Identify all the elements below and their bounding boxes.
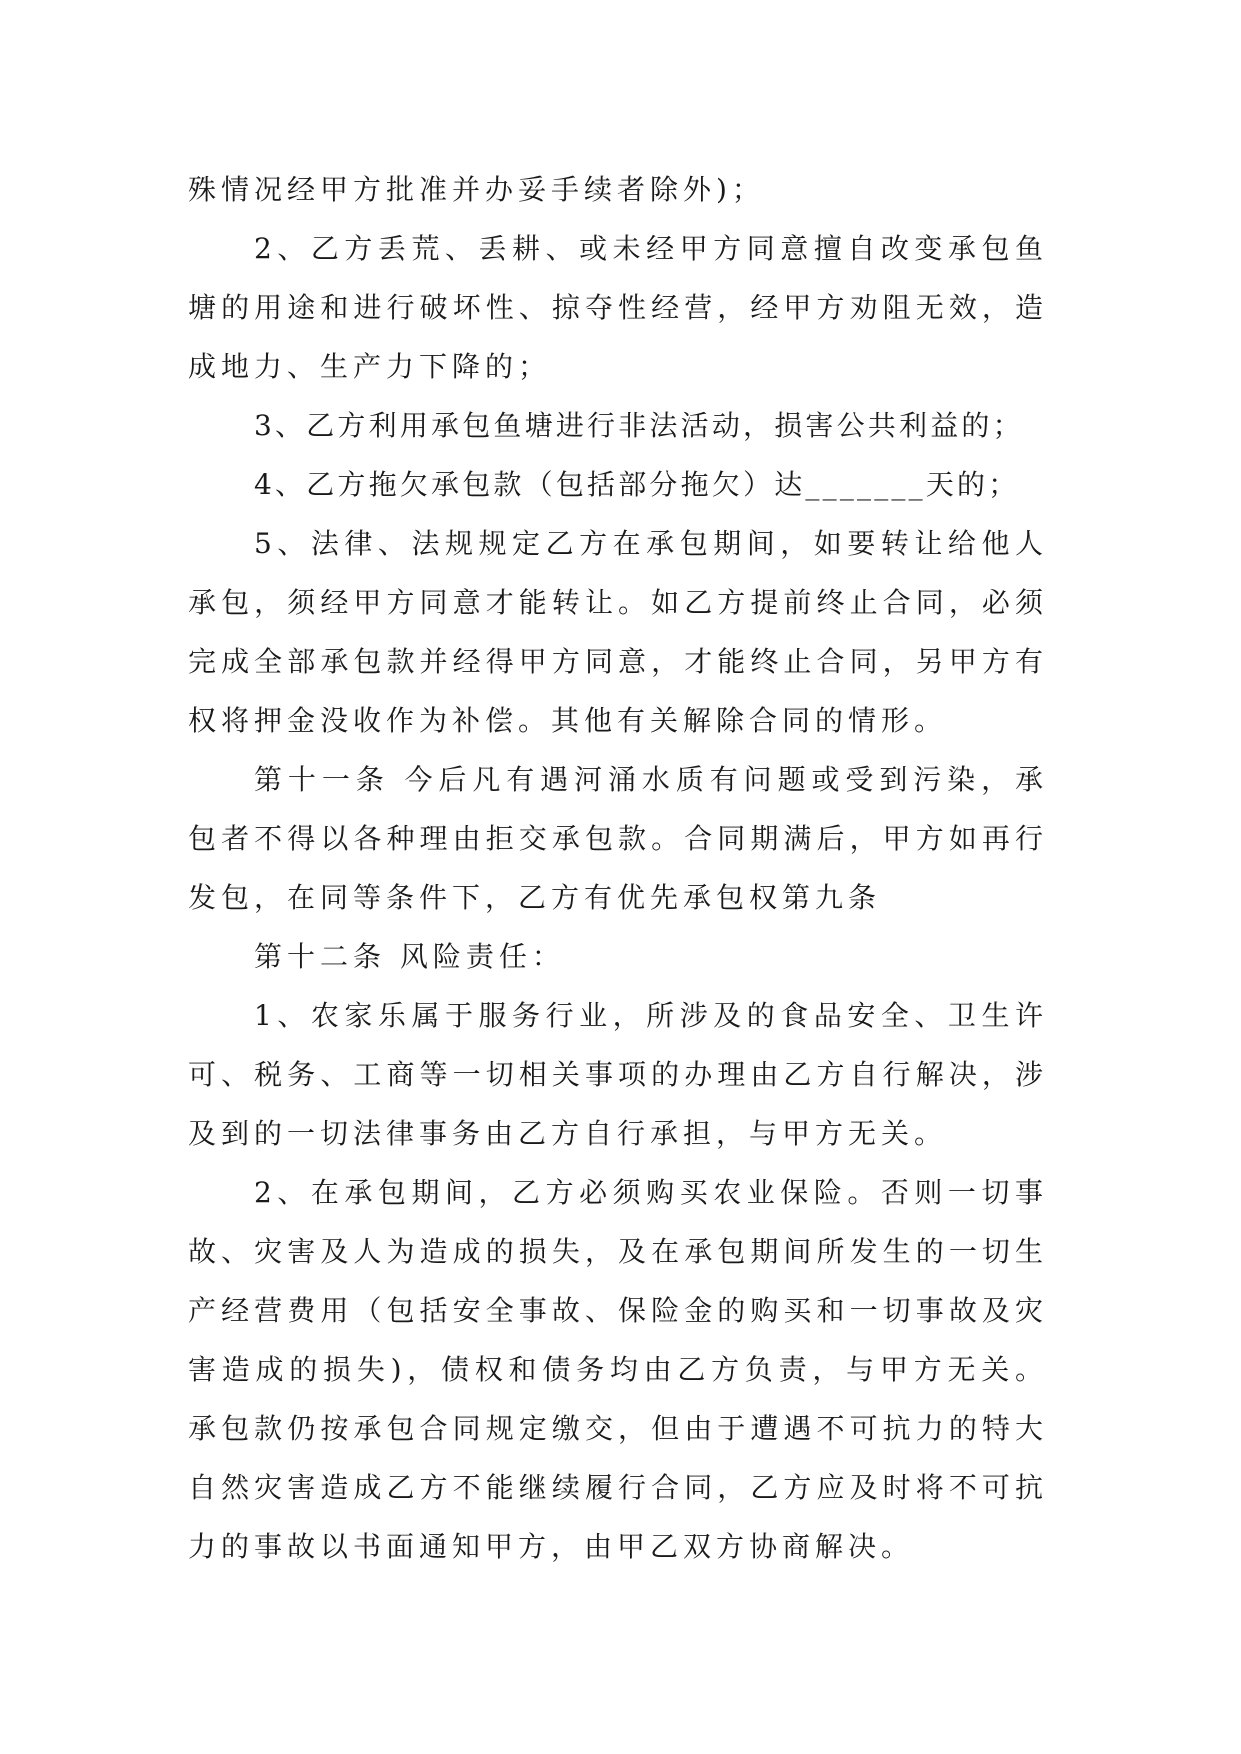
paragraph-article-12-heading: 第十二条 风险责任： [254, 940, 565, 973]
document-body [188, 160, 1048, 1576]
paragraph-clause-4: 4、乙方拖欠承包款（包括部分拖欠）达_______天的； [254, 468, 1020, 501]
paragraph-clause-5: 5、法律、法规规定乙方在承包期间，如要转让给他人承包，须经甲方同意才能转让。如乙方提前终止合同，必须完成全部承包款并经得甲方同意，才能终止合同，另甲方有权将押金没收作为补偿。其他有关解除合同的情形。 [188, 527, 1048, 737]
paragraph-clause-3: 3、乙方利用承包鱼塘进行非法活动，损害公共利益的； [254, 409, 1024, 442]
paragraph-continuation: 殊情况经甲方批准并办妥手续者除外)； [188, 173, 765, 206]
paragraph-risk-2: 2、在承包期间，乙方必须购买农业保险。否则一切事故、灾害及人为造成的损失，及在承包期间所发生的一切生产经营费用（包括安全事故、保险金的购买和一切事故及灾害造成的损失)，债权和债务均由乙方负责，与甲方无关。承包款仍按承包合同规定缴交，但由于遭遇不可抗力的特大自然灾害造成乙方不能继续履行合同，乙方应及时将不可抗力的事故以书面通知甲方，由甲乙双方协商解决。 [188, 1176, 1048, 1563]
paragraph-article-11: 第十一条 今后凡有遇河涌水质有问题或受到污染，承包者不得以各种理由拒交承包款。合同期满后，甲方如再行发包，在同等条件下，乙方有优先承包权第九条 [188, 763, 1048, 914]
paragraph-risk-1: 1、农家乐属于服务行业，所涉及的食品安全、卫生许可、税务、工商等一切相关事项的办理由乙方自行解决，涉及到的一切法律事务由乙方自行承担，与甲方无关。 [188, 999, 1048, 1150]
paragraph-clause-2: 2、乙方丢荒、丢耕、或未经甲方同意擅自改变承包鱼塘的用途和进行破坏性、掠夺性经营，经甲方劝阻无效，造成地力、生产力下降的； [188, 232, 1048, 383]
